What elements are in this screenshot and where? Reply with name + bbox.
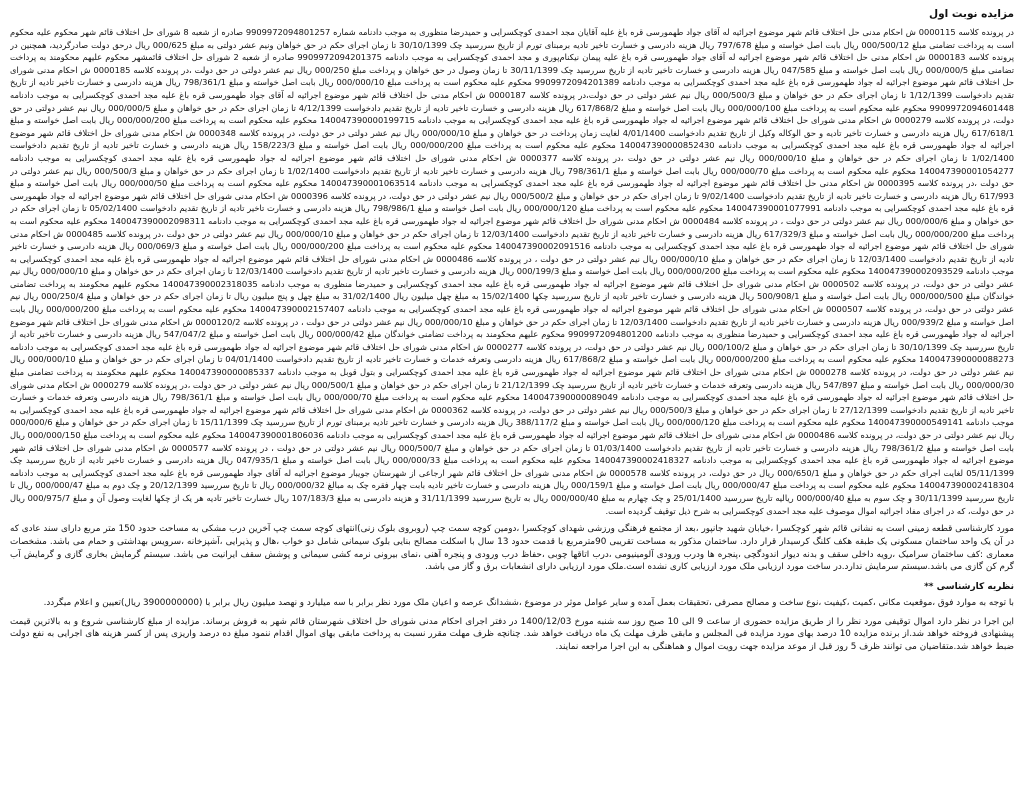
notice-page [10,6,1014,776]
auction-terms-paragraph: این اجرا در نظر دارد اموال توقیفی مورد نظر را از طریق مزایده حضوری از ساعت 9 الی 10 صبح روز سه شنبه مورخ 1400/12/03 در دفتر اجرای احکام مدنی شورای حل اختلاف شهرستان قائم شهر به فروش برساند. مزایده از مبلغ کارشناسی شروع و به بالاترین قیمت پیشنهادی فروخته خواهد شد.از برنده مزایده 10 درصد بهای مورد مزایده فی المجلس و مابقی ظرف مهلت یک ماه دریافت خواهد شد. چنانچه ظرف مهلت مقرر نسبت به پرداخت مابقی بهای اموال اقدام ننمود مبلغ ده درصد واریزی پس از کسر هزینه های اجرایی به نفع دولت ضبط خواهد شد.متقاضیان می توانند ظرف 5 روز قبل از موعد مزایده جهت رویت اموال و هماهنگی به این اجرا مراجعه نمایند. [10,616,1014,653]
expert-opinion-heading: نظریه کارشناسی ** [924,581,1014,592]
property-description-paragraph: مورد کارشناسی قطعه زمینی است به نشانی قائم شهر کوچکسرا ،خیابان شهید جانپور ،بعد از مجتمع فرهنگی ورزشی شهدای کوچکسرا ،دومین کوچه سمت چپ (روبروی بلوک زنی)انتهای کوچه سمت چپ آخرین درب مشکی به مساحت حدود 150 متر مربع دارای سند عادی که در آن یک واحد ساختمان مسکونی یک طبقه هکف کلنگ کرسیدار قرار دارد. ساختمان مذکور به مساحت تقریبی 90مترمربع با قدمت حدود 13 سال با اسکلت مصالح بنایی بلوک سیمانی شامل دو خواب ،هال و پذیرایی ،آشپزخانه ،سرویس بهداشتی و حمام می باشد. مشخصات معماری :کف ساختمان سرامیک ،رویه داخلی سقف و بدنه دیوار اندودگچی ،پنجره ها ودرب ورودی آلومینیومی ،درب اتاقها چوبی ،حفاظ درب ورودی و پنجره آهنی ،نمای بیرونی نرمه کشی سیمانی و پوشش سقف ایرانیت می باشد. سیستم گرمایش بخاری گازی و گرمایش آب گرم کن گازی می باشد.سیستم سرمایش ندارد.در ساخت مورد ارزیابی ملک مورد ارزیابی کاری نشده است.ملک مورد ارزیابی دارای انشعابات برق و گاز می باشد. [10,524,1014,573]
expert-opinion-paragraph: با توجه به موارد فوق ،موقعیت مکانی ،کمیت ،کیفیت ،نوع ساخت و مصالح مصرفی ،تحقیقات بعمل آمده و سایر عوامل موثر در موضوع ،ششدانگ عرصه و اعیان ملک مورد نظر برابر با سه میلیارد و نهصد میلیون ریال برابر با (3900000000 ریال)تعیین و اعلام میگردد. [43,597,1014,608]
case-details-paragraph: در پرونده کلاسه 0000115 ش احکام مدنی حل اختلاف قائم شهر موضوع اجرائیه له آقای جواد طهمورسی قره باغ علیه آقایان مجد احمدی کوچکسرایی و حمیدرضا منظوری به موجب دادنامه شماره 9909972094801257 صادره از شعبه 8 شورای حل اختلاف قائم شهر محکوم علیه محکوم است به پرداخت تضامنی مبلغ 000/500/12 ریال بابت اصل خواسته و مبلغ 797/678 ریال هزینه دادرسی و خسارت تاخیر تادیه برمبنای تورم از تاریخ سررسید چک 30/10/1399 تا زمان اجرای حکم در حق خواهان ونیم عشر دولتی به مبلغ 000/625 ریال درحق دولت صادرگردید، همچنین در پرونده کلاسه 0000183 ش احکام مدنی حل اختلاف قائم شهر موضوع اجرائیه له آقای جواد طهمورسی قره باغ علیه پیمان نیکنام‌پوری و مجد احمدی کوچکسرایی به موجب دادنامه 9909972094201375 صادره از شعبه 2 شورای حل اختلاف قائمشهر محکوم علیهم محکومند به پرداخت تضامنی مبلغ 000/000/5 ریال بابت اصل خواسته و مبلغ 047/585 ریال هزینه دادرسی و خسارت تاخیر تادیه از تاریخ سررسید چک 30/11/1399 تا زمان وصول در حق خواهان و پرداخت مبلغ 000/250 ریال نیم عشر دولتی در حق دولت ،در پرونده کلاسه 0000185 ش احکام مدنی شورای حل اختلاف قائم شهر موضوع اجرائیه له جواد طهمورسی قره باغ علیه مجد احمدی کوچکسرایی به موجب دادنامه 9909972094201389 محکوم علیه محکوم است به پرداخت مبلغ 000/000/10 ریال بابت اصل خواسته و مبلغ 798/361/1 ریال هزینه دادرسی و خسارت تاخیر تادیه از تاریخ تقدیم دادخواست 1/12/1399 تا زمان اجرای حکم در حق خواهان و مبلغ 000/500/3 ریال نیم عشر دولتی در حق دولت،در پرونده کلاسه 0000187 ش احکام مدنی حل اختلاف قائم شهر موضوع اجرائیه له آقای جواد طهمورسی قره باغ علیه مجد احمدی کوچکسرایی به موجب دادنامه 9909972094601448 محکوم علیه محکوم است به پرداخت مبلغ 000/000/100 ریال بابت اصل خواسته و مبلغ 617/868/2 ریال هزینه دادرسی و خسارت تاخیر تادیه از تاریخ تقدیم دادخواست 4/12/1399 تا زمان اجرای حکم در حق خواهان و مبلغ 000/000/5 ریال نیم عشر دولتی در حق دولت، در پرونده کلاسه 0000279 ش احکام مدنی شورای حل اختلاف قائم شهر موضوع اجرائیه له جواد طهمورسی قره باغ علیه مجد احمدی کوچکسرایی به موجب دادنامه 140047390000199715 محکوم علیه محکوم است به پرداخت مبلغ 000/000/200 ریال بابت اصل خواسته و مبلغ 617/618/1 ریال هزینه دادرسی و خسارت تاخیر تادیه و حق الوکاله وکیل از تاریخ تقدیم دادخواست 4/01/1400 لغایت زمان پرداخت در حق خواهان و مبلغ 000/000/10 ریال نیم عشر دولتی در حق دولت، در پرونده کلاسه 0000348 ش احکام مدنی شورای حل اختلاف قائم شهر موضوع اجرائیه له جواد طهمورسی قره باغ علیه مجد احمدی کوچکسرایی به موجب دادنامه 140047390000852430 محکوم علیه محکوم است به پرداخت مبلغ 000/000/200 ریال بابت اصل خواسته و مبلغ 158/223/3 ریال هزینه دادرسی و خسارت تاخیر تادیه از تاریخ تقدیم دادخواست 1/02/1400 تا زمان اجرای حکم در حق خواهان و مبلغ 000/000/10 ریال نیم عشر دولتی در حق دولت ،در پرونده کلاسه 0000377 ش احکام مدنی شورای حل اختلاف قائم شهر موضوع اجرائیه له جواد طهمورسی قره باغ علیه مجد احمدی کوچکسرایی به موجب دادنامه 140047390001054277 محکوم علیه محکوم است به پرداخت مبلغ 000/000/70 ریال بابت اصل خواسته و مبلغ 798/361/1 ریال هزینه دادرسی و خسارت تاخیر تادیه از تاریخ تقدیم دادخواست 1/02/1400 تا زمان اجرای حکم در حق خواهان و مبلغ 000/500/3 ریال نیم عشر دولتی در حق دولت ،در پرونده کلاسه 0000395 ش احکام مدنی حل اختلاف قائم شهر موضوع اجرائیه له جواد طهمورسی قره باغ علیه مجد احمدی کوچکسرایی به موجب دادنامه 140047390001063514 محکوم علیه محکوم است به پرداخت مبلغ 000/000/50 ریال بابت اصل خواسته و مبلغ 617/993 ریال هزینه دادرسی و خسارت تاخیر تادیه از تاریخ تقدیم دادخواست 9/02/1400 تا زمان اجرای حکم در حق خواهان و مبلغ 000/500/2 ریال نیم عشر دولتی در حق دولت، در پرونده کلاسه 0000396 ش احکام مدنی شورای حل اختلاف قائم شهر موضوع اجرائیه له جواد طهمورسی قره باغ علیه مجد احمدی کوچکسرایی به موجب دادنامه 140047390001077991 محکوم علیه محکوم است به پرداخت مبلغ 000/000/120 ریال بابت اصل خواسته و مبلغ 798/986/1 ریال هزینه دادرسی و خسارت تاخیر تادیه از تاریخ تقدیم دادخواست 05/02/1400 تا زمان اجرای حکم در حق خواهان و مبلغ 000/000/6 ریال نیم عشر دولتی در حق دولت ، در پرونده کلاسه 0000484 ش احکام مدنی شورای حل اختلاف قائم شهر موضوع اجرائیه له جواد طهمورسی قره باغ علیه مجد احمدی کوچکسرایی به موجب دادنامه 140047390002098311 محکوم علیه محکوم است به پرداخت مبلغ 000/000/200 ریال بابت اصل خواسته و مبلغ 617/329/3 ریال هزینه دادرسی و خسارت تاخیر تادیه از تاریخ تقدیم دادخواست 12/03/1400 تا زمان اجرای حکم در حق خواهان و مبلغ 000/000/10 ریال نیم عشر دولتی در حق دولت ،در پرونده کلاسه 0000485 ش احکام مدنی شورای حل اختلاف قائم شهر موضوع اجرائیه له جواد طهمورسی قره باغ علیه مجد احمدی کوچکسرایی به موجب دادنامه 140047390002091516 محکوم علیه محکوم است به پرداخت مبلغ 000/000/200 ریال بابت اصل خواسته و مبلغ 000/069/3 ریال هزینه دادرسی و خسارت تاخیر تادیه از تاریخ تقدیم دادخواست 12/03/1400 تا زمان اجرای حکم در حق خواهان و مبلغ 000/000/10 ریال نیم عشر دولتی در حق دولت ، در پرونده کلاسه 0000486 ش احکام مدنی شورای حل اختلاف قائم شهر موضوع اجرائیه له جواد طهمورسی قره باغ علیه مجد احمدی کوچکسرایی به موجب دادنامه 140047390002093529 محکوم علیه محکوم است به پرداخت مبلغ 000/000/200 ریال بابت اصل خواسته و مبلغ 000/199/3 ریال هزینه دادرسی و خسارت تاخیر تادیه از تاریخ تقدیم دادخواست 12/03/1400 تا زمان اجرای حکم در حق خواهان و مبلغ 000/000/10 ریال نیم عشر دولتی در حق دولت، در پرونده کلاسه 0000502 ش احکام مدنی شورای حل اختلاف قائم شهر موضوع اجرائیه له جواد طهمورسی قره باغ علیه مجد احمدی کوچکسرایی و حمیدرضا منظوری به موجب دادنامه 140047390002318035 محکوم علیهم محکومند به پرداخت تضامنی خواندگان مبلغ 000/000/500 ریال بابت اصل خواسته و مبلغ 500/908/1 ریال هزینه دادرسی و خسارت تاخیر تادیه از تاریخ سررسید چکها 15/02/1400 به مبلغ چهل میلیون ریال 31/02/1400 به مبلغ چهل و پنج میلیون ریال تا زمان اجرای حکم در حق خواهان و مبلغ 000/250/4 ریال نیم عشر دولتی در حق دولت، در پرونده کلاسه 0000507 ش احکام مدنی شورای حل اختلاف قائم شهر موضوع اجرائیه له جواد طهمورسی قره باغ علیه مجد احمدی کوچکسرایی به موجب دادنامه 140047390002157407 محکوم علیه محکوم است به پرداخت مبلغ 000/000/200 ریال بابت اصل خواسته و مبلغ 000/939/2 ریال هزینه دادرسی و خسارت تاخیر تادیه از تاریخ تقدیم دادخواست 12/03/1400 تا زمان اجرای حکم در حق خواهان و مبلغ 000/000/10 ریال نیم عشر دولتی در حق دولت ، در پرونده کلاسه 0000120/2 ش احکام مدنی شورای حل اختلاف قائم شهر موضوع اجرائیه له جواد طهمورسی قره باغ علیه مجد احمدی کوچکسرایی و حمیدرضا منظوری به موجب دادنامه 9909972094801200 محکوم علیهم محکومند به پرداخت تضامنی خواندگان مبلغ 000/000/42 ریال بابت اصل خواسته و مبلغ 547/047/2 ریال هزینه دادرسی و خسارت تاخیر تادیه از تاریخ سررسید چک 30/10/1399 تا زمان اجرای حکم در حق خواهان و مبلغ 000/100/2 ریال نیم عشر دولتی در حق دولت، در پرونده کلاسه 0000277 ش احکام مدنی شورای حل اختلاف قائم شهر موضوع اجرائیه له جواد طهمورسی قره باغ علیه مجد احمدی کوچکسرایی به موجب دادنامه 140047390000088273 محکوم علیه محکوم است به پرداخت مبلغ 000/000/200 ریال بابت اصل خواسته و مبلغ 617/868/2 ریال هزینه دادرسی وتعرفه خدمات و خسارت تاخیر تادیه از تاریخ تقدیم دادخواست 04/01/1400 تا زمان اجرای حکم در حق خواهان و مبلغ 000/000/10 ریال نیم عشر دولتی در حق دولت، در پرونده کلاسه 0000278 ش احکام مدنی شورای حل اختلاف قائم شهر موضوع اجرائیه له جواد طهمورسی قره باغ علیه مجد احمدی کوچکسرایی و بتول قوبل به موجب دادنامه 140047390000085337 محکوم علیهم محکومند به پرداخت تضامنی مبلغ 000/000/30 ریال بابت اصل خواسته و مبلغ 547/897 ریال هزینه دادرسی وتعرفه خدمات و خسارت تاخیر تادیه از تاریخ سررسید چک 21/12/1399 تا زمان اجرای حکم در حق خواهان و مبلغ 000/500/1 ریال نیم عشر دولتی در حق دولت ،در پرونده کلاسه 0000279 ش احکام مدنی شورای حل اختلاف قائم شهر موضوع اجرائیه له جواد طهمورسی قره باغ علیه مجد احمدی کوچکسرایی به موجب دادنامه 140047390000089049 محکوم علیه محکوم است به پرداخت مبلغ 000/000/70 ریال بابت اصل خواسته و مبلغ 798/361/1 ریال هزینه دادرسی وتعرفه خدمات و خسارت تاخیر تادیه از تاریخ تقدیم دادخواست 27/12/1399 تا زمان اجرای حکم در حق خواهان و مبلغ 000/500/3 ریال نیم عشر دولتی در حق دولت، در پرونده کلاسه 0000362 ش احکام مدنی شورای حل اختلاف قائم شهر موضوع اجرائیه له جواد طهمورسی قره باغ علیه مجد احمدی کوچکسرایی به موجب دادنامه 140047390000549141 محکوم علیه محکوم است به پرداخت مبلغ 000/000/120 ریال بابت اصل خواسته و مبلغ 388/117/2 ریال هزینه دادرسی و خسارت تاخیر تادیه برمبنای تورم از تاریخ سررسید چک 15/11/1399 تا زمان اجرای حکم در حق خواهان و مبلغ 000/000/6 ریال نیم عشر دولتی در حق دولت، در پرونده کلاسه 0000486 ش احکام مدنی شورای حل اختلاف قائم شهر موضوع اجرائیه له جواد طهمورسی قره باغ علیه مجد احمدی کوچکسرایی به موجب دادنامه 140047390001806036 محکوم علیه محکوم است به پرداخت مبلغ 000/000/150 ریال بابت اصل خواسته و مبلغ 798/361/2 ریال هزینه دادرسی و خسارت تاخیر تادیه از تاریخ تقدیم دادخواست 01/03/1400 تا زمان اجرای حکم در حق خواهان و مبلغ 000/500/7 ریال نیم عشر دولتی در حق دولت ، در پرونده کلاسه 0000577 ش احکام مدنی شورای حل اختلاف قائم شهر موضوع اجرائیه له جواد طهمورسی قره باغ علیه مجد احمدی کوچکسرایی به موجب دادنامه 140047390002418327 محکوم علیه محکوم است به پرداخت مبلغ 000/000/33 ریال بابت اصل خواسته و مبلغ 047/935/1 ریال هزینه دادرسی و خسارت تاخیر تادیه از تاریخ سررسید چک 05/11/1399 لغایت اجرای حکم در حق خواهان و مبلغ 000/650/1 ریال در حق دولت، در پرونده کلاسه 0000578 ش احکام مدنی شورای حل اختلاف قائم شهر ارجاعی از شهرستان جویبار موضوع اجرائیه له آقای جواد طهمورسی قره باغ علیه مجد احمدی کوچکسرایی به موجب دادنامه 140047390002418304 محکوم علیه محکوم است به پرداخت مبلغ 000/000/47 ریال بابت اصل خواسته و مبلغ 000/159/1 ریال هزینه دادرسی و خسارت تاخیر تادیه بابت چهار فقره چک به مبالغ 000/000/32 ریال تا تاریخ سررسید 20/12/1399 و چک دوم به مبلغ 000/000/47 ریال تا تاریخ سررسید 30/11/1399 و چک سوم به مبلغ 000/000/40 ریالیه تاریخ سررسید 25/01/1400 و چک چهارم به مبلغ 000/000/40 ریال به تاریخ سررسید 31/11/1399 و هزینه دادرسی به مبلغ 107/183/3 ریال خسارت تاخیر تادیه هر یک از چکها لغایت وصول آن و مبلغ 000/975/7 ریال در حق دولت، که در اجرای مفاد اجرائیه اموال موصوف علیه مجد احمدی کوچکسرایی به شرح ذیل توقیف گردیده است. [10,27,1014,516]
notice-title: مزایده نوبت اول [929,8,1014,20]
